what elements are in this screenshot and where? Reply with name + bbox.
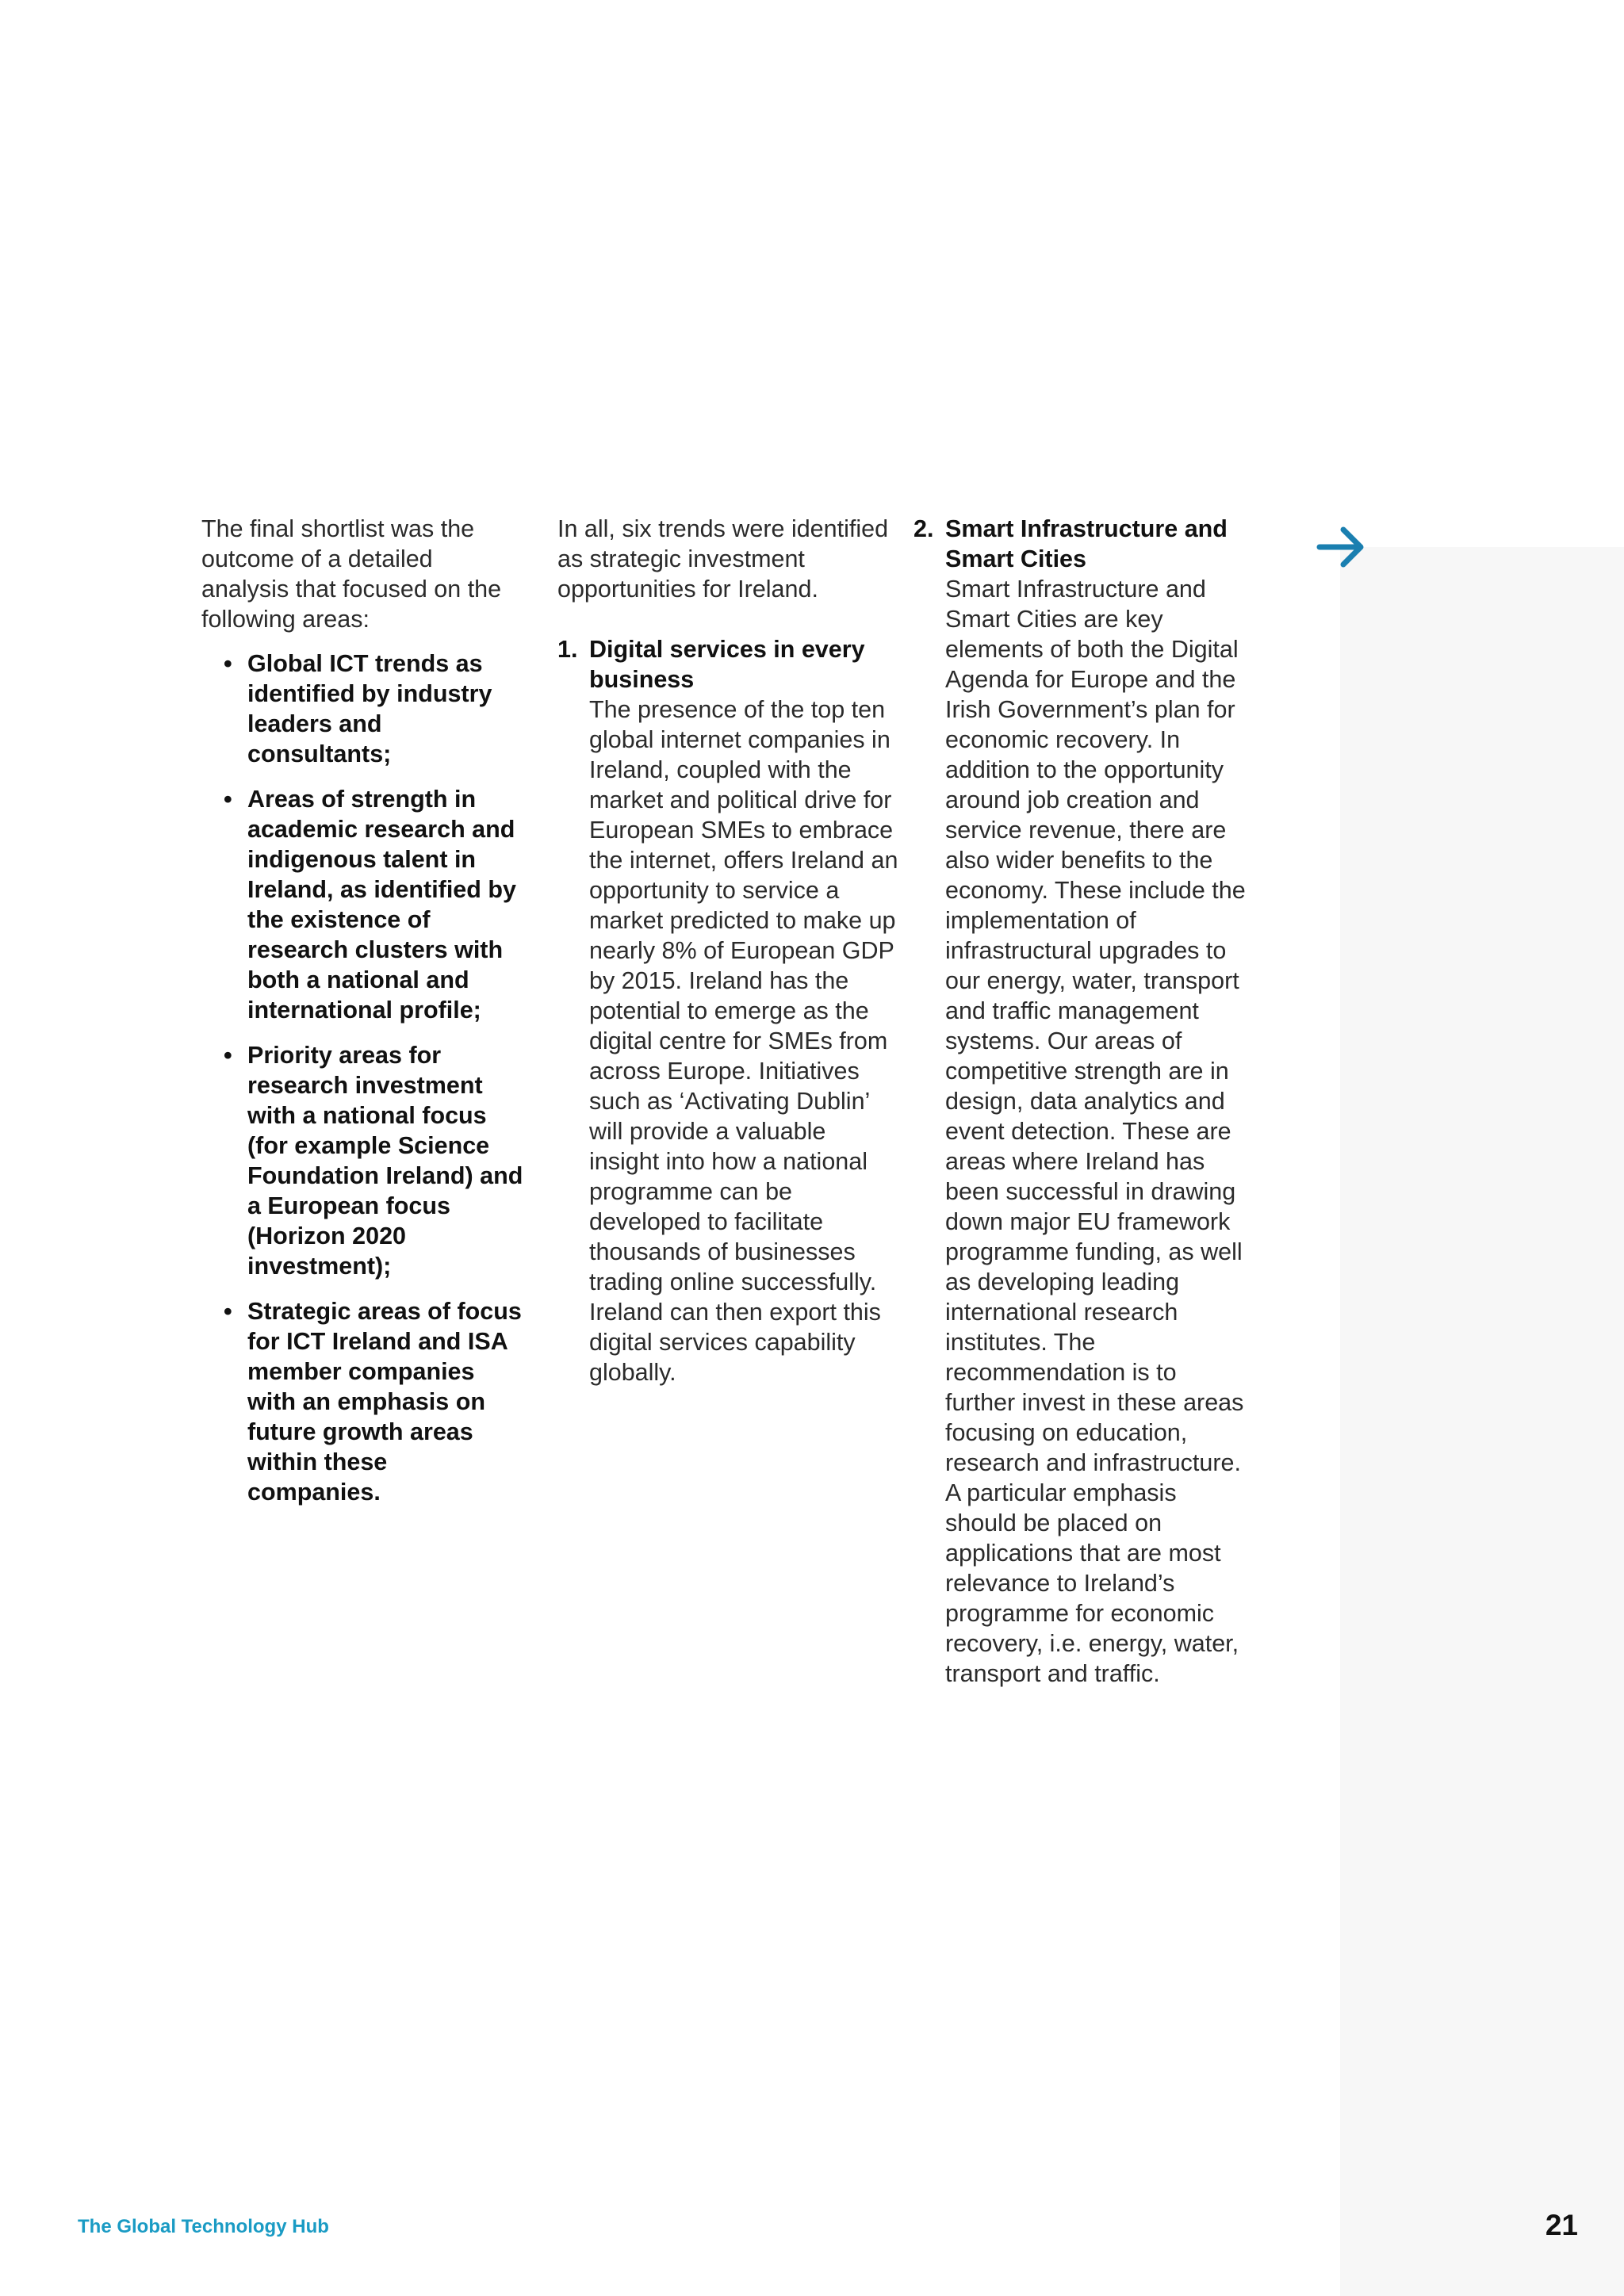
trends-intro: In all, six trends were identified as strategic investment opportunities for Ireland. (557, 515, 889, 603)
list-item: • Global ICT trends as identified by industry leaders and consultants; (224, 650, 492, 767)
list-item: • Strategic areas of focus for ICT Ireland and ISA member companies with an emphasis on future growth areas within these companies. (224, 1298, 522, 1506)
list-item: • Areas of strength in academic research and indigenous talent in Ireland, as identified by the existence of research clusters with both a national and international profile; (224, 786, 516, 1024)
bullet-icon: • (224, 650, 232, 677)
arrow-right-icon[interactable] (1316, 522, 1367, 572)
trend-body: Smart Infrastructure and Smart Cities are key elements of both the Digital Agenda for Europe and the Irish Government’s plan for economic recovery. In addition to the opportunity around job creation and service revenue, there are also wider benefits to the economy. These include the implementation of infrastructural upgrades to our energy, water, transport and traffic management systems. Our areas of competitive strength are in design, data analytics and event detection. These are areas where Ireland has been successful in drawing down major EU framework programme funding, as well as developing leading international research institutes. The recommendation is to further invest in these areas focusing on education, research and infrastructure. A particular emphasis should be placed on applications that are most relevance to Ireland’s programme for economic recovery, i.e. energy, water, transport and traffic. (945, 576, 1246, 1687)
bullet-icon: • (224, 1042, 232, 1069)
trend-smart-infrastructure (914, 514, 1247, 1689)
column-1 (201, 514, 527, 1522)
trend-body: The presence of the top ten global internet companies in Ireland, coupled with the market and political drive for European SMEs to embrace the internet, offers Ireland an opportunity to service a market predicted to make up nearly 8% of European GDP by 2015. Ireland has the potential to emerge as the digital centre for SMEs from across Europe. Initiatives such as ‘Activating Dublin’ will provide a valuable insight into how a national programme can be developed to facilitate thousands of businesses trading online successfully. Ireland can then export this digital services capability globally. (589, 696, 898, 1386)
footer-document-title: The Global Technology Hub (78, 2216, 329, 2237)
page-number: 21 (1545, 2209, 1578, 2241)
bullet-icon: • (224, 1298, 232, 1325)
trend-digital-services (557, 634, 898, 1387)
column-3 (914, 514, 1247, 1689)
bullet-icon: • (224, 786, 232, 813)
column-2 (557, 514, 898, 1387)
trend-number: 1. (557, 636, 578, 663)
analysis-areas-list (201, 649, 527, 1507)
list-item: • Priority areas for research investment with a national focus (for example Science Foundation Ireland) and a European focus (Horizon 2020 investment); (224, 1042, 523, 1280)
trend-number: 2. (914, 515, 934, 542)
shortlist-intro: The final shortlist was the outcome of a detailed analysis that focused on the following areas: (201, 515, 502, 633)
right-panel-background (1340, 547, 1624, 2296)
trend-title: Digital services in every business (589, 636, 865, 693)
trend-title: Smart Infrastructure and Smart Cities (945, 515, 1228, 572)
